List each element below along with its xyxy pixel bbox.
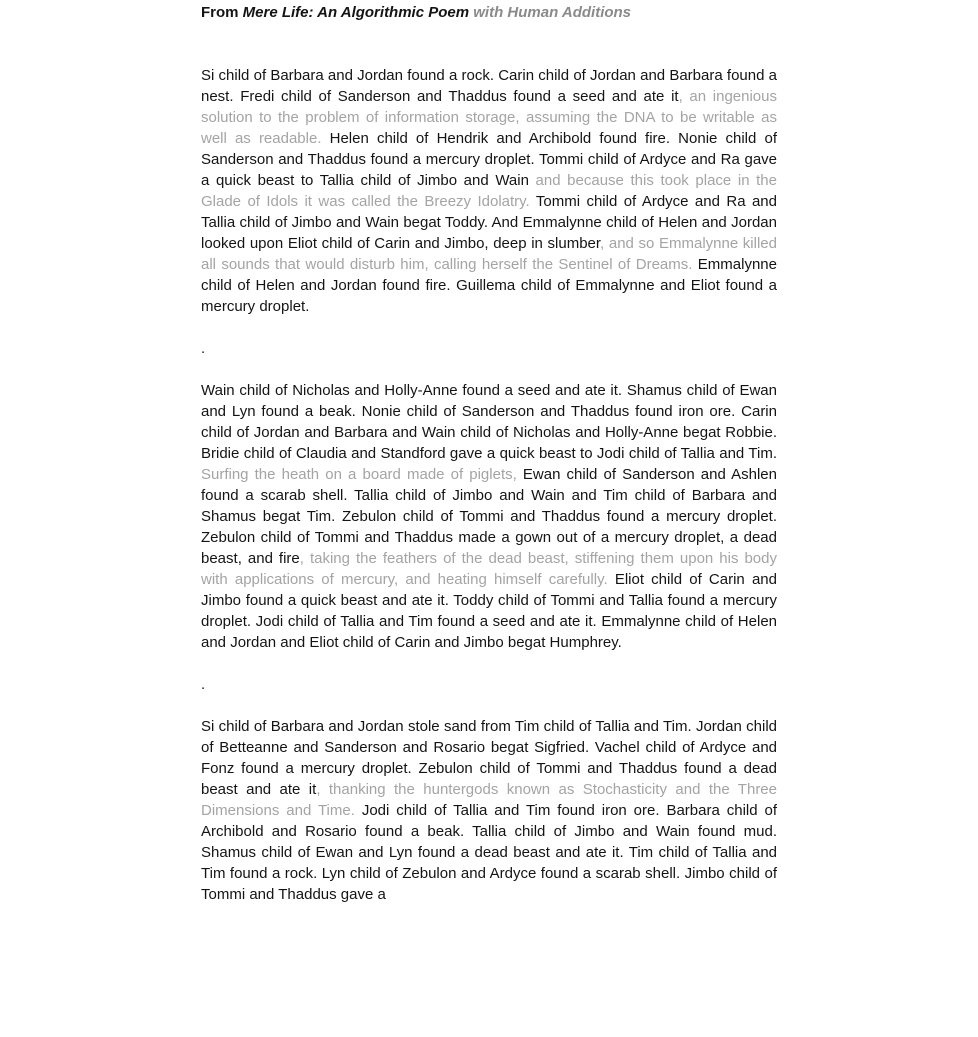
algorithmic-text: Eliot child of Carin and Jimbo found a quick beast and ate it. Toddy child of Tommi and Tallia found a mercury droplet. Jodi child of Tallia and Tim found a seed and ate it. Emmalynne child of Helen and Jordan and Eliot child of Carin and Jimbo begat Humphrey.	[201, 571, 777, 651]
human-addition-text: and because this took place in the Glade of Idols it was called the Breezy Idolatry.	[201, 172, 777, 210]
stanza-separator: .	[201, 676, 206, 693]
algorithmic-text: Ewan child of Sanderson and Ashlen found a scarab shell. Tallia child of Jimbo and Wain and Tim child of Barbara and Shamus begat Tim. Zebulon child of Tommi and Thaddus found a mercury droplet. Zebulon child of Tommi and Thaddus made a gown out of a mercury droplet, a dead beast, and fire	[201, 466, 777, 567]
stanza-separator: .	[201, 340, 206, 357]
algorithmic-text: Tommi child of Ardyce and Ra and Tallia child of Jimbo and Wain begat Toddy. And Emmalynne child of Helen and Jordan looked upon Eliot child of Carin and Jimbo, deep in slumber	[201, 193, 777, 252]
stanza	[201, 380, 777, 653]
poem-body	[201, 65, 777, 905]
human-addition-text: , taking the feathers of the dead beast, stiffening them upon his body with applications of mercury, and heating himself carefully.	[201, 550, 777, 588]
algorithmic-text: Si child of Barbara and Jordan found a rock. Carin child of Jordan and Barbara found a nest. Fredi child of Sanderson and Thaddus found a seed and ate it	[201, 67, 777, 105]
stanza	[201, 716, 777, 905]
algorithmic-text: Jodi child of Tallia and Tim found iron ore. Barbara child of Archibold and Rosario found a beak. Tallia child of Jimbo and Wain found mud. Shamus child of Ewan and Lyn found a dead beast and ate it. Tim child of Tallia and Tim found a rock. Lyn child of Zebulon and Ardyce found a scarab shell. Jimbo child of Tommi and Thaddus gave a	[201, 802, 777, 903]
work-title: Mere Life: An Algorithmic Poem	[242, 4, 470, 21]
algorithmic-text: Si child of Barbara and Jordan stole sand from Tim child of Tallia and Tim. Jordan child of Betteanne and Sanderson and Rosario begat Sigfried. Vachel child of Ardyce and Fonz found a mercury droplet. Zebulon child of Tommi and Thaddus found a dead beast and ate it	[201, 718, 777, 798]
human-addition-text: , thanking the huntergods known as Stochasticity and the Three Dimensions and Time.	[201, 781, 777, 819]
algorithmic-text: Emmalynne child of Helen and Jordan found fire. Guillema child of Emmalynne and Eliot found a mercury droplet.	[201, 256, 777, 315]
algorithmic-text: Wain child of Nicholas and Holly-Anne found a seed and ate it. Shamus child of Ewan and Lyn found a beak. Nonie child of Sanderson and Thaddus found iron ore. Carin child of Jordan and Barbara and Wain child of Nicholas and Holly-Anne begat Robbie. Bridie child of Claudia and Standford gave a quick beast to Jodi child of Tallia and Tim.	[201, 382, 777, 462]
human-addition-text: , an ingenious solution to the problem of information storage, assuming the DNA to be writable as well as readable.	[201, 88, 777, 147]
title-prefix: From	[201, 4, 243, 21]
human-addition-text: , and so Emmalynne killed all sounds that would disturb him, calling herself the Sentinel of Dreams.	[201, 235, 777, 273]
stanza	[201, 65, 777, 317]
document-page	[201, 2, 777, 926]
algorithmic-text: Helen child of Hendrik and Archibold found fire. Nonie child of Sanderson and Thaddus found a mercury droplet. Tommi child of Ardyce and Ra gave a quick beast to Tallia child of Jimbo and Wain	[201, 130, 777, 189]
title-suffix: with Human Additions	[469, 4, 632, 21]
page-title	[201, 2, 777, 23]
human-addition-text: Surfing the heath on a board made of piglets,	[201, 466, 517, 483]
